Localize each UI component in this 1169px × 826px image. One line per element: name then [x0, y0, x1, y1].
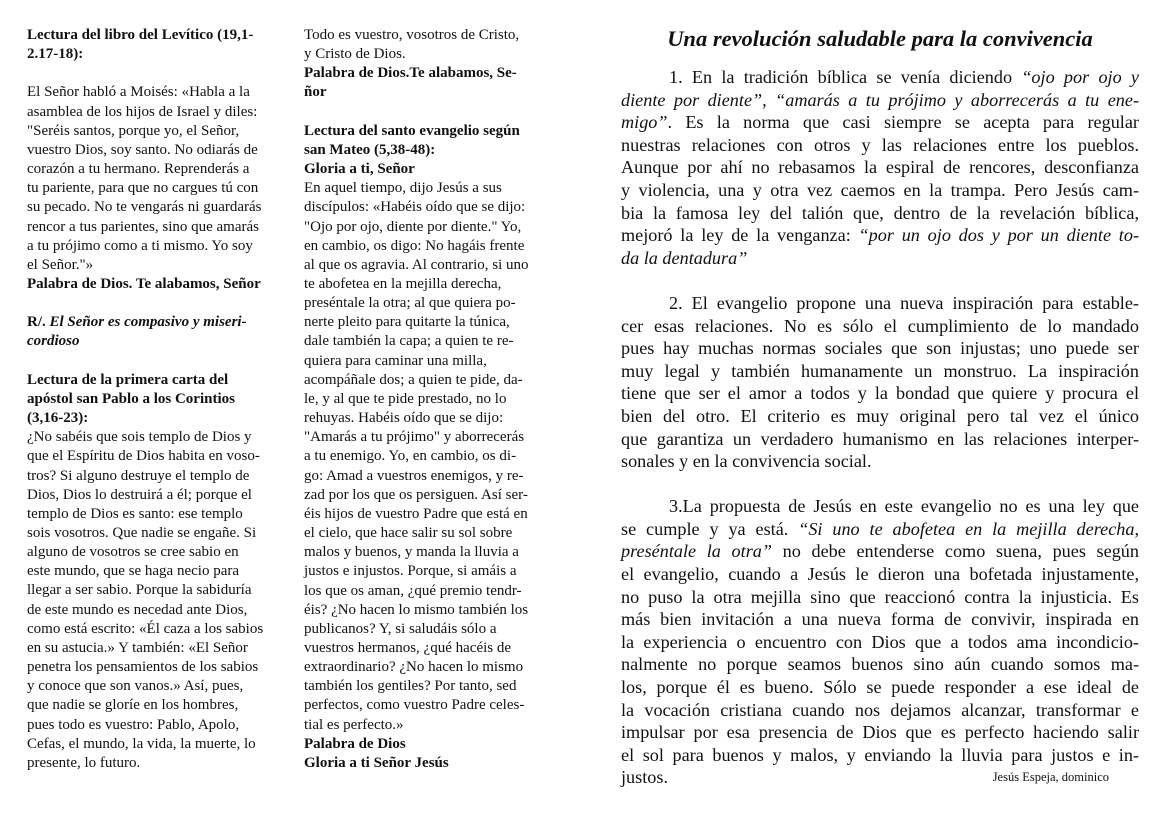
- text-line: dale también la capa; a quien te re-: [304, 333, 514, 350]
- text-line: más bien invitación a una nueva forma de convivir, inspirada en: [621, 609, 1139, 630]
- text-line: tros? Si alguno destruye el templo de: [27, 467, 250, 484]
- text-line: El Señor habló a Moisés: «Habla a la: [27, 84, 250, 101]
- reading2-body: [27, 428, 292, 773]
- author-signature: Jesús Espeja, dominico: [992, 770, 1109, 785]
- text-line: justos. Jesús Espeja, dominico: [621, 767, 1109, 788]
- text-line: le, y al que te pide prestado, no lo: [304, 390, 507, 407]
- text-line: templo de Dios es santo: ese templo: [27, 505, 243, 522]
- text-line: la experiencia o encuentro con Dios que a todos ama incondicio-: [621, 631, 1139, 652]
- text-line: migo”. Es la norma que casi siempre se acepta para regular: [621, 112, 1139, 133]
- text-line: ¿No sabéis que sois templo de Dios y: [27, 429, 252, 446]
- text-line: los, porque él es bueno. Sólo se puede responder a ese ideal de: [621, 677, 1139, 698]
- text-line: 2. El evangelio propone una nueva inspiración para estable-: [669, 292, 1139, 313]
- text-line: rencor a tus parientes, sino que amarás: [27, 218, 259, 235]
- text-line: 1. En la tradición bíblica se venía diciendo “ojo por ojo y: [669, 67, 1140, 87]
- text-line: nerte pleito para quitarte la túnica,: [304, 314, 510, 331]
- text-line: vuestro Dios, soy santo. No odiarás de: [27, 141, 258, 158]
- readings-column-1: [27, 26, 292, 773]
- commentary-paragraph-3: [621, 495, 1139, 789]
- reading2-continuation: Todo es vuestro, vosotros de Cristo, y Cristo de Dios.: [304, 27, 520, 63]
- text-line: Dios, Dios lo destruirá a él; porque el: [27, 486, 252, 503]
- text-line: rehuyas. Habéis oído que se dijo:: [304, 410, 504, 427]
- reading1-body: [27, 83, 292, 275]
- text-line: éis? ¿No hacen lo mismo también los: [304, 601, 529, 618]
- text-line: a tu prójimo como a ti mismo. Yo soy: [27, 237, 253, 254]
- text-line: impulsar por esa presencia de Dios que es perfecto haciendo salir: [621, 722, 1139, 743]
- text-line: tiene que ser el amor a todos y la bondad que quiere y procura el: [621, 383, 1139, 404]
- commentary-paragraph-2: [621, 292, 1139, 473]
- text-line: justos e injustos. Porque, si amáis a: [304, 563, 517, 580]
- text-line: la vocación cristiana cuando nos dejamos alcanzar, transformar e: [621, 699, 1139, 720]
- text-line: pues todo es vuestro: Pablo, Apolo,: [27, 716, 240, 733]
- text-line: preséntale la otra” no debe entenderse como suena, pues según: [621, 541, 1139, 562]
- text-line: que nadie se gloríe en los hombres,: [27, 697, 239, 714]
- text-line: que garantiza un verdadero humanismo en las relaciones interper-: [621, 428, 1139, 449]
- text-line: sois vosotros. Que nadie se engañe. Si: [27, 525, 257, 542]
- text-line: "Ojo por ojo, diente por diente." Yo,: [304, 218, 522, 235]
- text-line: no puso la otra mejilla sino que reaccionó contra la injusticia. Es: [621, 586, 1139, 607]
- text-line: penetra los pensamientos de los sabios: [27, 659, 259, 676]
- reading2-heading: Lectura de la primera carta del apóstol san Pablo a los Corintios (3,16-23):: [27, 371, 235, 427]
- text-line: alguno de vosotros se cree sabio en: [27, 544, 239, 561]
- text-line: nuestras relaciones con otros y las relaciones entre los pueblos.: [621, 134, 1139, 155]
- text-line: cer esas relaciones. No es sólo el cumplimiento de lo mandado: [621, 315, 1139, 336]
- text-line: a tu enemigo. Yo, en cambio, os di-: [304, 448, 517, 465]
- text-line: bia la famosa ley del talión que, dentro de la revelación bíblica,: [621, 202, 1139, 223]
- text-line: mejoró la ley de la venganza: “por un ojo dos y por un diente to-: [621, 225, 1140, 246]
- text-line: Cefas, el mundo, la vida, la muerte, lo: [27, 735, 256, 752]
- text-line: muy legal y también humanamente un monstruo. La inspiración: [621, 360, 1139, 381]
- psalm-response: R/. El Señor es compasivo y miseri- cordioso: [27, 314, 247, 350]
- text-line: diente por diente”, “amarás a tu prójimo y aborrecerás a tu ene-: [621, 89, 1139, 110]
- text-line: publicanos? Y, si saludáis sólo a: [304, 620, 497, 637]
- text-line: "Amarás a tu prójimo" y aborrecerás: [304, 429, 525, 446]
- text-line: corazón a tu hermano. Reprenderás a: [27, 161, 250, 178]
- text-line: el Señor."»: [27, 256, 94, 273]
- text-line: los que os aman, ¿qué premio tendr-: [304, 582, 522, 599]
- commentary-column: [621, 26, 1139, 789]
- text-line: go: Amad a vuestros enemigos, y re-: [304, 467, 524, 484]
- gospel-body: [304, 179, 554, 735]
- text-line: da la dentadura”: [621, 247, 748, 268]
- text-line: su pecado. No te vengarás ni guardarás: [27, 199, 262, 216]
- text-line: preséntale la otra; al que quiera po-: [304, 295, 516, 312]
- text-line: éis hijos de vuestro Padre que está en: [304, 505, 528, 522]
- text-line: vuestros hermanos, ¿qué hacéis de: [304, 639, 512, 656]
- text-line: asamblea de los hijos de Israel y diles:: [27, 103, 258, 120]
- gospel-closing: Palabra de Dios Gloria a ti Señor Jesús: [304, 735, 449, 771]
- readings-column-2: [304, 26, 554, 773]
- text-line: bien del otro. El criterio es muy original pero tal vez el único: [621, 405, 1139, 426]
- text-line: al que os agravia. Al contrario, si uno: [304, 256, 529, 273]
- text-line: el cielo, que hace salir su sol sobre: [304, 525, 513, 542]
- text-line: Aunque por ahí no rebasamos la espiral de rencores, desconfianza: [621, 157, 1139, 178]
- text-line: quiera para caminar una milla,: [304, 352, 487, 369]
- reading2-closing: Palabra de Dios.Te alabamos, Se- ñor: [304, 65, 517, 101]
- text-line: el evangelio, cuando a Jesús le dieron una bofetada injustamente,: [621, 564, 1139, 585]
- text-line: acompáñale dos; a quien te pide, da-: [304, 371, 523, 388]
- gospel-heading: Lectura del santo evangelio según san Mateo (5,38-48): Gloria a ti, Señor: [304, 122, 520, 178]
- text-line: y conoce que son vanos.» Así, pues,: [27, 678, 244, 695]
- text-line: de este mundo es necedad ante Dios,: [27, 601, 248, 618]
- commentary-paragraph-1: [621, 66, 1139, 269]
- text-line: perfectos, como vuestro Padre celes-: [304, 697, 525, 714]
- text-line: tu pariente, para que no cargues tú con: [27, 180, 259, 197]
- text-line: presente, lo futuro.: [27, 754, 141, 771]
- text-line: te abofetea en la mejilla derecha,: [304, 276, 502, 293]
- text-line: extraordinario? ¿No hacen lo mismo: [304, 659, 524, 676]
- text-line: en su astucia.» Y también: «El Señor: [27, 639, 248, 656]
- text-line: que el Espíritu de Dios habita en voso-: [27, 448, 260, 465]
- commentary-title: Una revolución saludable para la convivencia: [667, 26, 1093, 51]
- text-line: "Seréis santos, porque yo, el Señor,: [27, 122, 240, 139]
- text-line: En aquel tiempo, dijo Jesús a sus: [304, 180, 502, 197]
- text-line: zad por los que os persiguen. Así ser-: [304, 486, 528, 503]
- text-line: este mundo, que se haga necio para: [27, 563, 239, 580]
- text-line: el sol para buenos y malos, y enviando la lluvia para justos e in-: [621, 744, 1139, 765]
- text-line: nalmente no porque seamos buenos sino aún cuando somos ma-: [621, 654, 1139, 675]
- text-line: discípulos: «Habéis oído que se dijo:: [304, 199, 526, 216]
- text-line: malos y buenos, y manda la lluvia a: [304, 544, 519, 561]
- text-line: 3.La propuesta de Jesús en este evangelio no es una ley que: [669, 496, 1139, 517]
- text-line: pues hay muchas normas sociales que son injustas; uno puede ser: [621, 338, 1139, 359]
- reading1-closing: Palabra de Dios. Te alabamos, Señor: [27, 276, 261, 293]
- text-line: se cumple y ya está. “Si uno te abofetea en la mejilla derecha,: [621, 518, 1140, 539]
- text-line: también los gentiles? Por tanto, sed: [304, 678, 517, 695]
- text-line: en cambio, os digo: No hagáis frente: [304, 237, 525, 254]
- reading1-heading: Lectura del libro del Levítico (19,1- 2.17-18):: [27, 27, 254, 63]
- text-line: llegar a ser sabio. Porque la sabiduría: [27, 582, 252, 599]
- text-line: tial es perfecto.»: [304, 716, 404, 733]
- text-line: sonales y en la convivencia social.: [621, 451, 872, 472]
- text-line: y violencia, una y otra vez caemos en la trampa. Pero Jesús cam-: [621, 179, 1139, 200]
- text-line: como está escrito: «Él caza a los sabios: [27, 620, 264, 637]
